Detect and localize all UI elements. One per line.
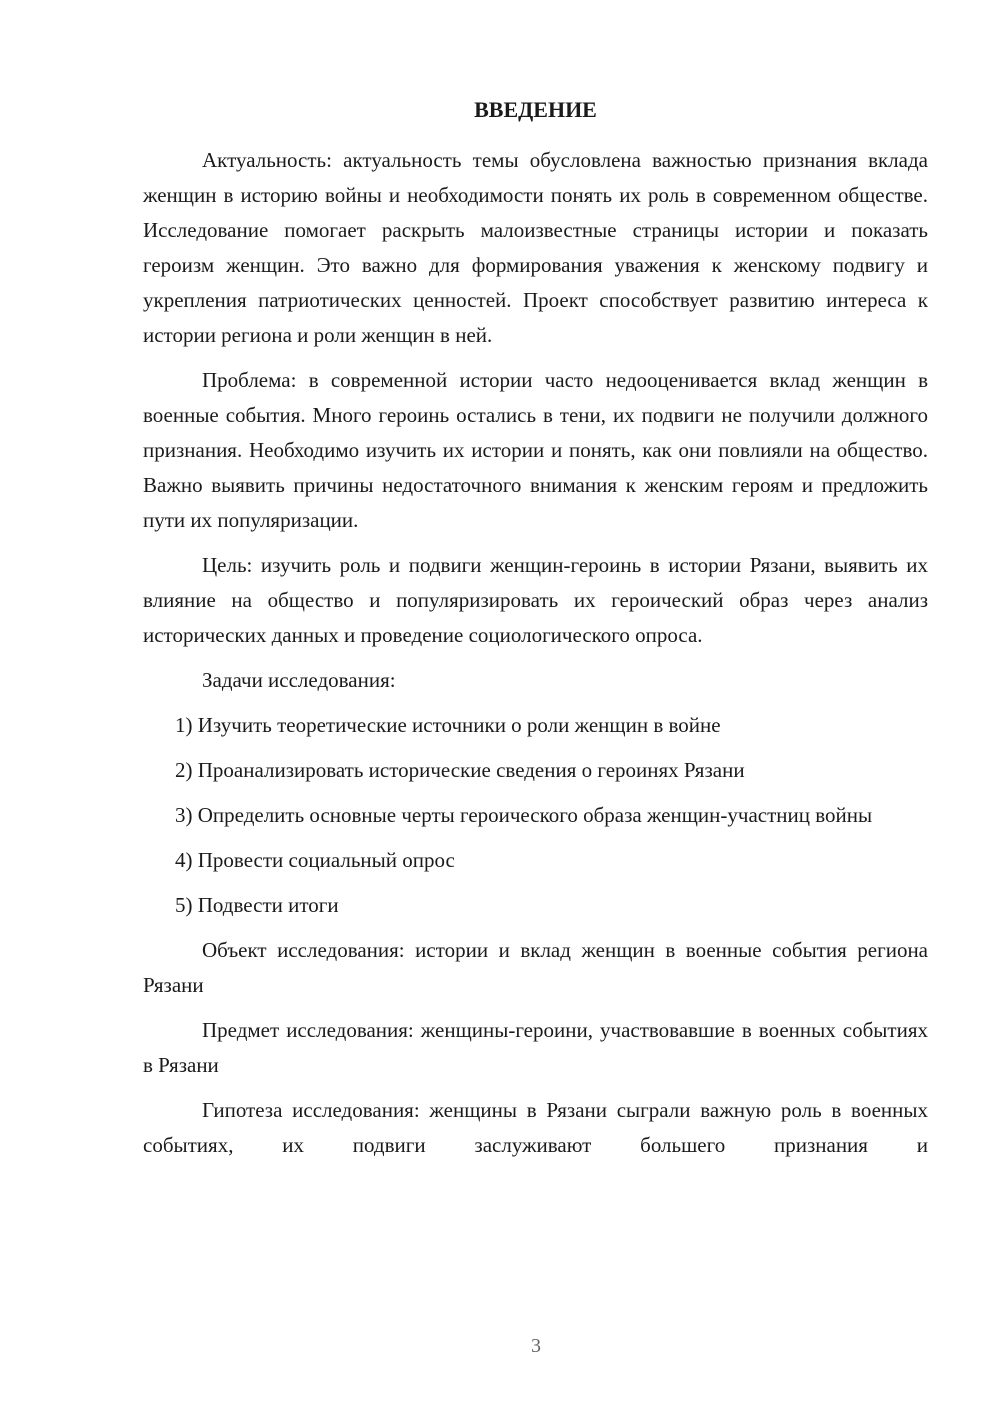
subject-paragraph: Предмет исследования: женщины-героини, участвовавшие в военных событиях в Рязани [143, 1018, 928, 1077]
task-item: 4) Провести социальный опрос [175, 848, 455, 872]
relevance-paragraph: Актуальность: актуальность темы обусловлена важностью признания вклада женщин в историю войны и необходимости понять их роль в современном обществе. Исследование помогает раскрыть малоизвестные страницы истории и показать героизм женщин. Это важно для формирования уважения к женскому подвигу и укрепления патриотических ценностей. Проект способствует развитию интереса к истории региона и роли женщин в ней. [143, 148, 928, 347]
hypothesis-paragraph: Гипотеза исследования: женщины в Рязани сыграли важную роль в военных событиях, их подвиги заслуживают большего признания и [143, 1098, 928, 1157]
problem-paragraph: Проблема: в современной истории часто недооценивается вклад женщин в военные события. Много героинь остались в тени, их подвиги не получили должного признания. Необходимо изучить их истории и понять, как они повлияли на общество. Важно выявить причины недостаточного внимания к женским героям и предложить пути их популяризации. [143, 368, 928, 532]
task-item: 5) Подвести итоги [175, 893, 339, 917]
task-item: 2) Проанализировать исторические сведения о героинях Рязани [175, 758, 745, 782]
task-item: 1) Изучить теоретические источники о роли женщин в войне [175, 713, 721, 737]
task-item: 3) Определить основные черты героического образа женщин-участниц войны [175, 803, 873, 827]
object-paragraph: Объект исследования: истории и вклад женщин в военные события региона Рязани [143, 938, 928, 997]
document-body [143, 95, 928, 1163]
tasks-title: Задачи исследования: [202, 668, 396, 692]
goal-paragraph: Цель: изучить роль и подвиги женщин-героинь в истории Рязани, выявить их влияние на общество и популяризировать их героический образ через анализ исторических данных и проведение социологического опроса. [143, 553, 928, 647]
page-title: ВВЕДЕНИЕ [474, 97, 597, 122]
page-number: 3 [531, 1335, 541, 1357]
